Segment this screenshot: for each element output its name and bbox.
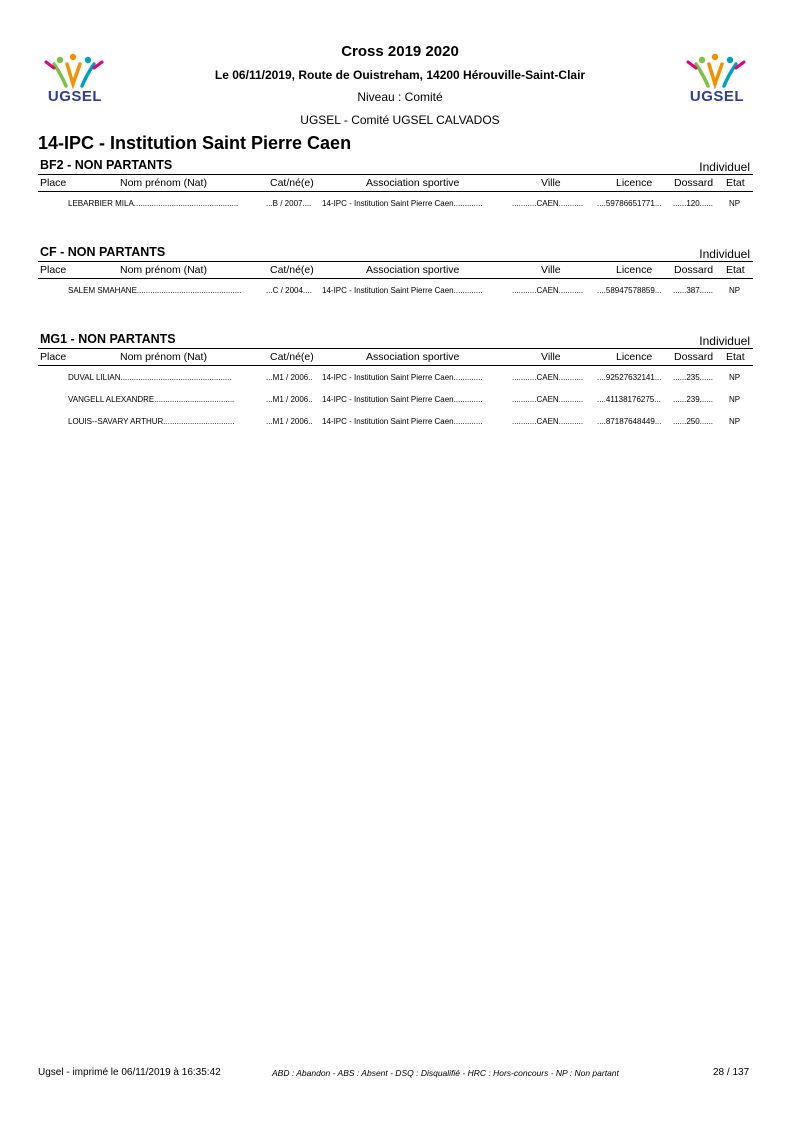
cell-etat: NP xyxy=(729,395,741,404)
logo-text: UGSEL xyxy=(47,88,103,105)
table-header xyxy=(38,261,753,279)
cell-licence: ....87187648449... xyxy=(597,417,662,426)
cell-nom: VANGELL ALEXANDRE.................................... xyxy=(68,395,235,404)
event-level: Niveau : Comité xyxy=(357,90,443,104)
col-ville: Ville xyxy=(541,177,561,189)
col-place: Place xyxy=(40,264,67,276)
table-row xyxy=(38,366,753,388)
section-type: Individuel xyxy=(699,334,750,348)
col-asso: Association sportive xyxy=(366,351,460,363)
cell-dossard: ......235...... xyxy=(673,373,714,382)
cell-cat: ...M1 / 2006.. xyxy=(266,417,313,426)
col-licence: Licence xyxy=(616,177,653,189)
cell-nom: LOUIS--SAVARY ARTHUR................................ xyxy=(68,417,235,426)
col-place: Place xyxy=(40,351,67,363)
col-dossard: Dossard xyxy=(674,351,714,363)
results-section xyxy=(38,156,753,214)
section-header xyxy=(38,156,753,174)
col-asso: Association sportive xyxy=(366,177,460,189)
section-header xyxy=(38,330,753,348)
cell-nom: DUVAL LILIAN.................................................. xyxy=(68,373,232,382)
table-header xyxy=(38,348,753,366)
ugsel-logo-right xyxy=(682,50,752,110)
cell-ville: ...........CAEN........... xyxy=(512,417,584,426)
cell-dossard: ......120...... xyxy=(673,199,714,208)
cell-licence: ....92527632141... xyxy=(597,373,662,382)
section-title: BF2 - NON PARTANTS xyxy=(40,158,173,172)
col-nom: Nom prénom (Nat) xyxy=(120,177,207,189)
cell-dossard: ......387...... xyxy=(673,286,714,295)
results-section xyxy=(38,243,753,301)
col-nom: Nom prénom (Nat) xyxy=(120,264,207,276)
cell-asso: 14-IPC - Institution Saint Pierre Caen............. xyxy=(322,373,483,382)
col-licence: Licence xyxy=(616,351,653,363)
cell-cat: ...M1 / 2006.. xyxy=(266,395,313,404)
col-cat: Cat/né(e) xyxy=(270,264,314,276)
cell-asso: 14-IPC - Institution Saint Pierre Caen............. xyxy=(322,417,483,426)
col-ville: Ville xyxy=(541,264,561,276)
institution-title: 14-IPC - Institution Saint Pierre Caen xyxy=(38,133,352,153)
cell-ville: ...........CAEN........... xyxy=(512,199,584,208)
table-row xyxy=(38,388,753,410)
table-row xyxy=(38,192,753,214)
col-cat: Cat/né(e) xyxy=(270,177,314,189)
table-row xyxy=(38,279,753,301)
section-title: MG1 - NON PARTANTS xyxy=(40,332,176,346)
cell-asso: 14-IPC - Institution Saint Pierre Caen............. xyxy=(322,395,483,404)
logo-text: UGSEL xyxy=(689,88,745,105)
cell-etat: NP xyxy=(729,417,741,426)
page-number: 28 / 137 xyxy=(713,1067,750,1078)
event-organization: UGSEL - Comité UGSEL CALVADOS xyxy=(300,113,500,127)
cell-cat: ...B / 2007.... xyxy=(266,199,312,208)
col-etat: Etat xyxy=(726,177,745,189)
section-type: Individuel xyxy=(699,247,750,261)
col-ville: Ville xyxy=(541,351,561,363)
col-cat: Cat/né(e) xyxy=(270,351,314,363)
results-section xyxy=(38,330,753,432)
col-licence: Licence xyxy=(616,264,653,276)
col-etat: Etat xyxy=(726,264,745,276)
cell-ville: ...........CAEN........... xyxy=(512,286,584,295)
cell-asso: 14-IPC - Institution Saint Pierre Caen............. xyxy=(322,286,483,295)
cell-cat: ...M1 / 2006.. xyxy=(266,373,313,382)
col-place: Place xyxy=(40,177,67,189)
ugsel-figures-icon xyxy=(40,50,110,90)
cell-nom: SALEM SMAHANE............................................... xyxy=(68,286,242,295)
cell-dossard: ......239...... xyxy=(673,395,714,404)
col-dossard: Dossard xyxy=(674,264,714,276)
col-asso: Association sportive xyxy=(366,264,460,276)
ugsel-logo-left xyxy=(40,50,110,110)
col-dossard: Dossard xyxy=(674,177,714,189)
cell-licence: ....59786651771... xyxy=(597,199,662,208)
table-row xyxy=(38,410,753,432)
cell-licence: ....58947578859... xyxy=(597,286,662,295)
cell-ville: ...........CAEN........... xyxy=(512,395,584,404)
cell-etat: NP xyxy=(729,286,741,295)
cell-licence: ....41138176275... xyxy=(597,395,661,404)
event-date-location: Le 06/11/2019, Route de Ouistreham, 14200 Hérouville-Saint-Clair xyxy=(214,68,586,82)
cell-cat: ...C / 2004.... xyxy=(266,286,312,295)
footer-printed-date: Ugsel - imprimé le 06/11/2019 à 16:35:42 xyxy=(38,1067,221,1078)
cell-etat: NP xyxy=(729,373,741,382)
section-type: Individuel xyxy=(699,160,750,174)
section-title: CF - NON PARTANTS xyxy=(40,245,166,259)
document-title: Cross 2019 2020 xyxy=(341,43,459,60)
ugsel-figures-icon xyxy=(682,50,752,90)
table-header xyxy=(38,174,753,192)
col-etat: Etat xyxy=(726,351,745,363)
section-header xyxy=(38,243,753,261)
cell-asso: 14-IPC - Institution Saint Pierre Caen............. xyxy=(322,199,483,208)
cell-dossard: ......250...... xyxy=(673,417,714,426)
footer-legend: ABD : Abandon - ABS : Absent - DSQ : Disqualifié - HRC : Hors-concours - NP : Non partant xyxy=(272,1068,619,1078)
col-nom: Nom prénom (Nat) xyxy=(120,351,207,363)
cell-nom: LEBARBIER MILA............................................... xyxy=(68,199,239,208)
cell-etat: NP xyxy=(729,199,741,208)
cell-ville: ...........CAEN........... xyxy=(512,373,584,382)
